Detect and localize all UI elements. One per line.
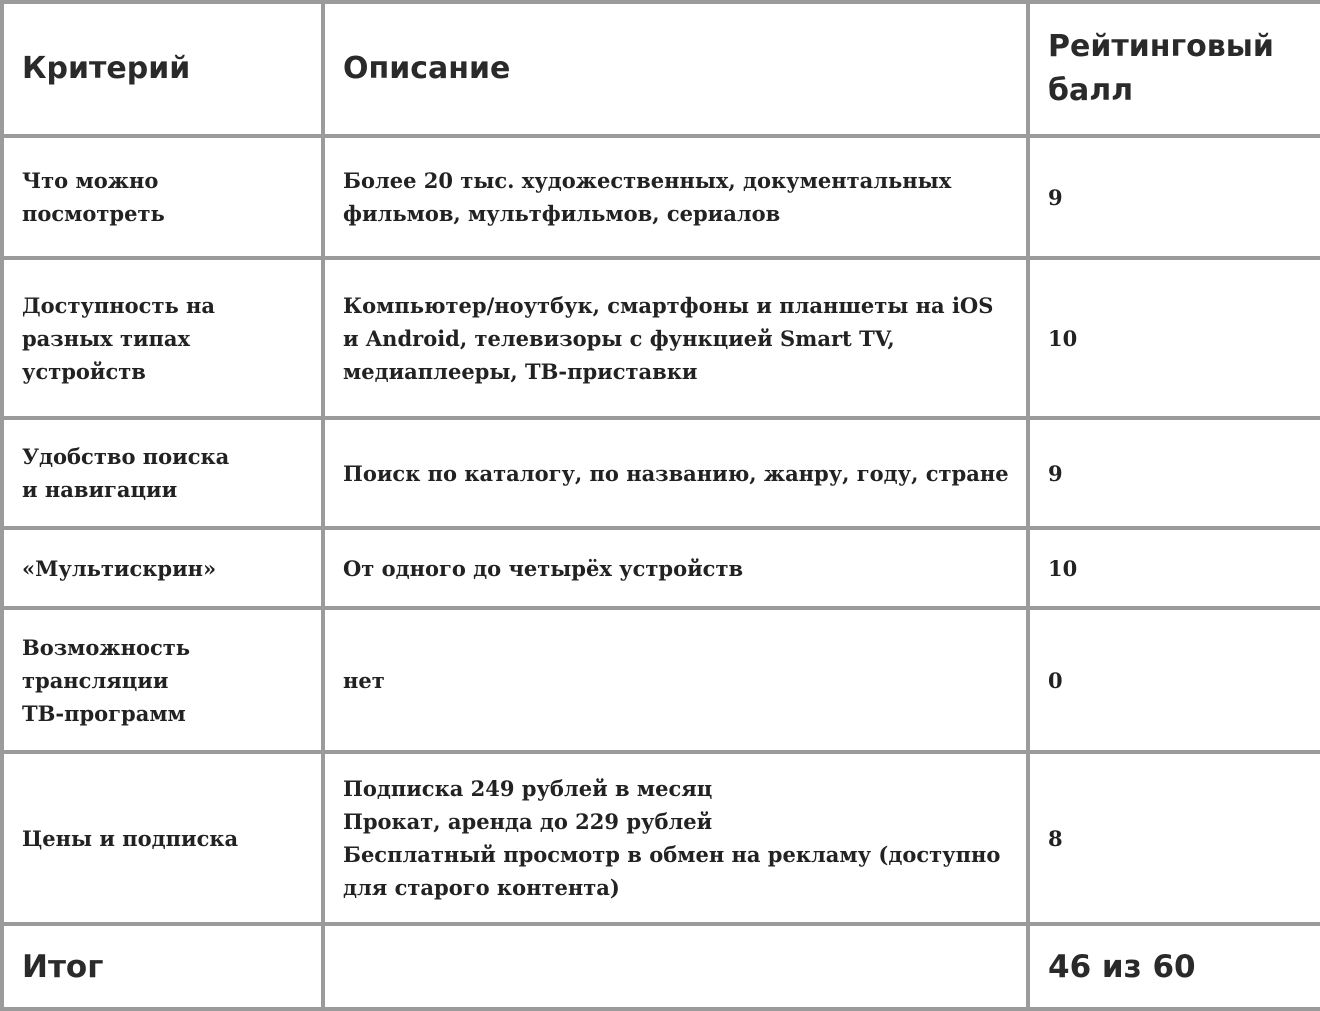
table-row — [2, 258, 1320, 418]
description-cell: Подписка 249 рублей в месяц Прокат, аренда до 229 рублей Бесплатный просмотр в обмен на рекламу (доступно для старого контента) — [323, 752, 1028, 924]
score-cell: 0 — [1028, 608, 1320, 752]
criterion-cell: Цены и подписка — [2, 752, 323, 924]
total-label: Итог — [2, 924, 323, 1009]
table-total-row — [2, 924, 1320, 1009]
description-cell: Более 20 тыс. художественных, документальных фильмов, мультфильмов, сериалов — [323, 136, 1028, 258]
criterion-cell: Доступность на разных типах устройств — [2, 258, 323, 418]
score-cell: 9 — [1028, 418, 1320, 528]
table-row — [2, 608, 1320, 752]
header-description: Описание — [323, 2, 1028, 136]
criterion-cell: «Мультискрин» — [2, 528, 323, 608]
criterion-cell: Удобство поиска и навигации — [2, 418, 323, 528]
header-criterion: Критерий — [2, 2, 323, 136]
description-cell: Поиск по каталогу, по названию, жанру, году, стране — [323, 418, 1028, 528]
description-cell: От одного до четырёх устройств — [323, 528, 1028, 608]
table-row — [2, 752, 1320, 924]
table-row — [2, 418, 1320, 528]
criterion-cell: Возможность трансляции ТВ-программ — [2, 608, 323, 752]
total-description — [323, 924, 1028, 1009]
score-cell: 8 — [1028, 752, 1320, 924]
table-row — [2, 136, 1320, 258]
table-header-row — [2, 2, 1320, 136]
description-cell: Компьютер/ноутбук, смартфоны и планшеты на iOS и Android, телевизоры с функцией Smart TV, медиаплееры, ТВ-приставки — [323, 258, 1028, 418]
header-score: Рейтинговый балл — [1028, 2, 1320, 136]
score-cell: 9 — [1028, 136, 1320, 258]
score-cell: 10 — [1028, 528, 1320, 608]
score-cell: 10 — [1028, 258, 1320, 418]
table-row — [2, 528, 1320, 608]
description-cell: нет — [323, 608, 1028, 752]
criterion-cell: Что можно посмотреть — [2, 136, 323, 258]
total-score: 46 из 60 — [1028, 924, 1320, 1009]
